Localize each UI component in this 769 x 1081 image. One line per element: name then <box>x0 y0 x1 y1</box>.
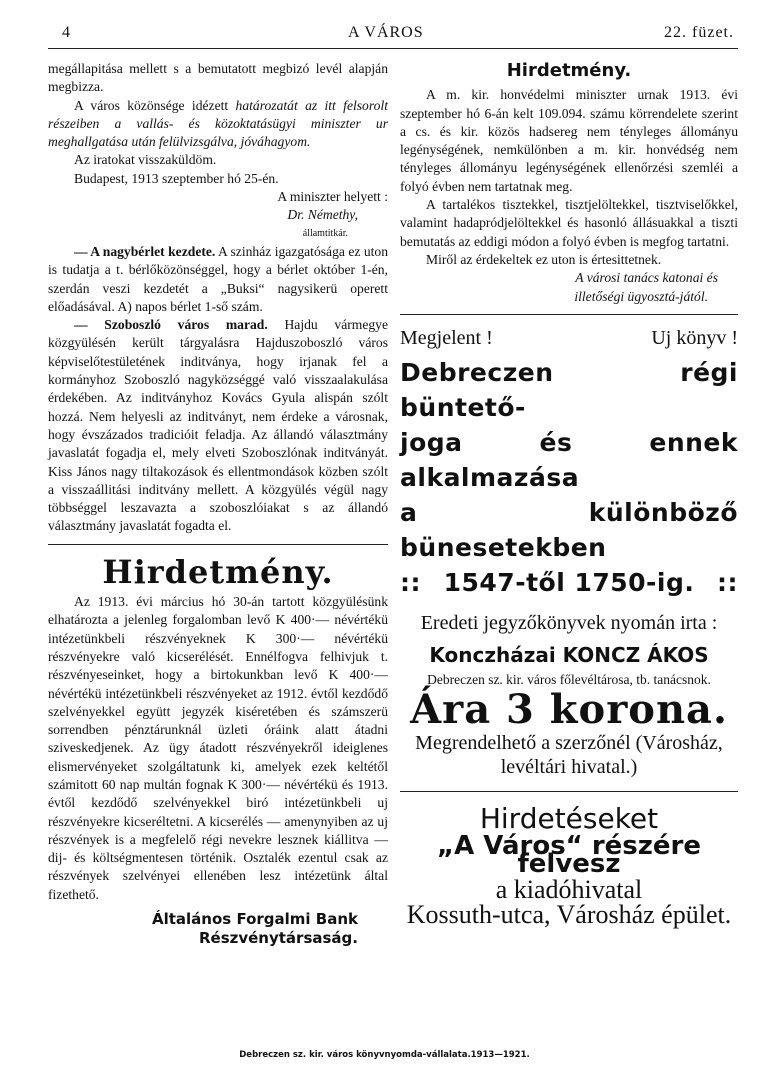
left-column <box>48 60 388 948</box>
signature-line: A városi tanács katonai és <box>575 270 718 286</box>
book-title: Debreczen régi büntető- joga és ennek alkalmazása a különböző bünesetekben :: 1547-től 1750-ig. :: <box>400 358 738 598</box>
divider <box>48 544 388 545</box>
book-advertisement <box>400 326 738 779</box>
paragraph: megállapitása mellett s a bemutatott megbizó levél alapján megbizza. <box>48 61 388 95</box>
divider <box>400 791 738 792</box>
paragraph: A m. kir. honvédelmi miniszter urnak 1913. évi szeptember hó 6-án kelt 109.094. számu körrendelete szerint a cs. és kir. közös hadsereg nem tényleges állományu legénységének, nemkülönben a m. kir. honvédség nem tényleges állományu legénységének ellenőrzési szemléi a folyó évben nem tartatnak meg. <box>400 87 738 194</box>
book-byline: Eredeti jegyzőkönyvek nyomán irta : <box>420 612 718 635</box>
advertising-notice: Hirdetéseket „A Város“ részére felvesz a kiadóhivatal Kossuth-utca, Városház épület. <box>406 802 732 929</box>
signature-name: Dr. Némethy, <box>287 207 358 223</box>
news-item: — Szoboszló város marad. Hajdu vármegye közgyülésén került tárgyalásra Hajduszoboszló város képviselőtestületének inditványa, hogy irjanak fel a kormányhoz Szoboszló nagyközséggé való visszaalakulása érdekében. Az inditványhoz Kovács Gyula alispán szólt hozzá. Nem helyesli az inditványt, nem érdeke a városnak, hogy évszázados tradicióit feladja. Az állandó választmány javaslatát fogadja el, mely elveti Szoboszlónak inditványát. Kiss János nagy tiltakozások és ellentmondások közben szólt a visszaállitási inditvány mellett. A közgyülés végül nagy többséggel leszavazta a szoboszlóiakat s az állandó választmány javaslatát fogadta el. <box>48 317 388 534</box>
signature-line: A miniszter helyett : <box>277 189 388 205</box>
notice-text: Az 1913. évi március hó 30-án tartott közgyülésünk elhatározta a jelenleg forgalomban levő K 400·— névértékü intézetünkbeli részvényeknek K 300·— névértékü részvényekre való kicserélését. Ennélfogva felhivjuk t. részvényeseinket, hogy a birtokunkban levő K 400·— névértékü intézetünkbeli részvényeket az 1912. évtől kezdődő szelvényekkel együtt jegyzék kiséretében és számszerü sorrendben pénztárunknál üzleti óráink alatt átadni sziveskedjenek. Az ügy átadott részvényekről ideiglenes elismervényeket szolgáltatunk ki, amelyek ezek keltétől számitott 60 nap multán fognak K 300·— névértékü és 1913. évtől kezdődő szelvényekkel biró intézetünkbeli uj részvényekre kicseréltetni. A kicserélés — amenynyiben az uj részvények is a megfelelő régi nevekre lesznek kiállitva — dij- és költségmentesen történik. Osztalék ezentul csak az részvények szelvényei ellenében lesz intézetünk által fizethető. <box>48 594 388 902</box>
book-author: Konczházai KONCZ ÁKOS <box>429 643 709 668</box>
news-item: — A nagybérlet kezdete. A szinház igazgatósága ez uton is tudatja a t. bérlőközönséggel, hogy a bérlet október 1-én, szerdán veszi kezdetét a „Buksi“ nagysikerü operett előadásával. A) napos bérlet 1-ső szám. <box>48 243 388 314</box>
decision-paragraph: A város közönsége idézett határozatát az itt felsorolt részeiben a vallás- és közoktatásügyi miniszter ur meghallgatása után felülvizsgálva, jóváhagyom. <box>48 97 388 150</box>
page-number: 4 <box>62 24 71 41</box>
signature-line: illetőségi ügyosztá-jától. <box>574 288 708 304</box>
paragraph: Az iratokat visszaküldöm. <box>74 152 217 168</box>
divider <box>400 314 738 315</box>
dateline: Budapest, 1913 szeptember hó 25-én. <box>74 170 279 186</box>
order-info: Megrendelhető a szerzőnél (Városház, levéltári hivatal.) <box>415 732 723 779</box>
book-announce: Megjelent ! Uj könyv ! <box>400 326 738 349</box>
bank-signature: Általános Forgalmi Bank Részvénytársaság. <box>152 910 358 948</box>
right-column <box>400 60 738 929</box>
author-title: Debreczen sz. kir. város főlevéltárosa, tb. tanácsnok. <box>427 671 711 687</box>
signature-title: államtitkár. <box>302 227 348 239</box>
page-header <box>48 22 738 49</box>
notice-heading: Hirdetmény. <box>506 60 632 81</box>
notice-heading: Hirdetmény. <box>102 552 334 591</box>
printer-footer: Debreczen sz. kir. város könyvnyomda-vállalata.1913—1921. <box>239 1050 530 1060</box>
book-price: Ára 3 korona. <box>410 686 728 734</box>
paragraph: A tartalékos tisztekkel, tisztjelöltekkel, tisztviselőkkel, valamint hadapródjelöltekkel és hasonló állásuakkal a tiszti bemutatás az eddigi módon a folyó évben is megfog tartatni. <box>400 197 738 249</box>
newspaper-title: A VÁROS <box>348 24 424 41</box>
issue-number: 22. füzet. <box>664 24 734 41</box>
paragraph: Miről az érdekeltek ez uton is értesittetnek. <box>426 251 662 267</box>
